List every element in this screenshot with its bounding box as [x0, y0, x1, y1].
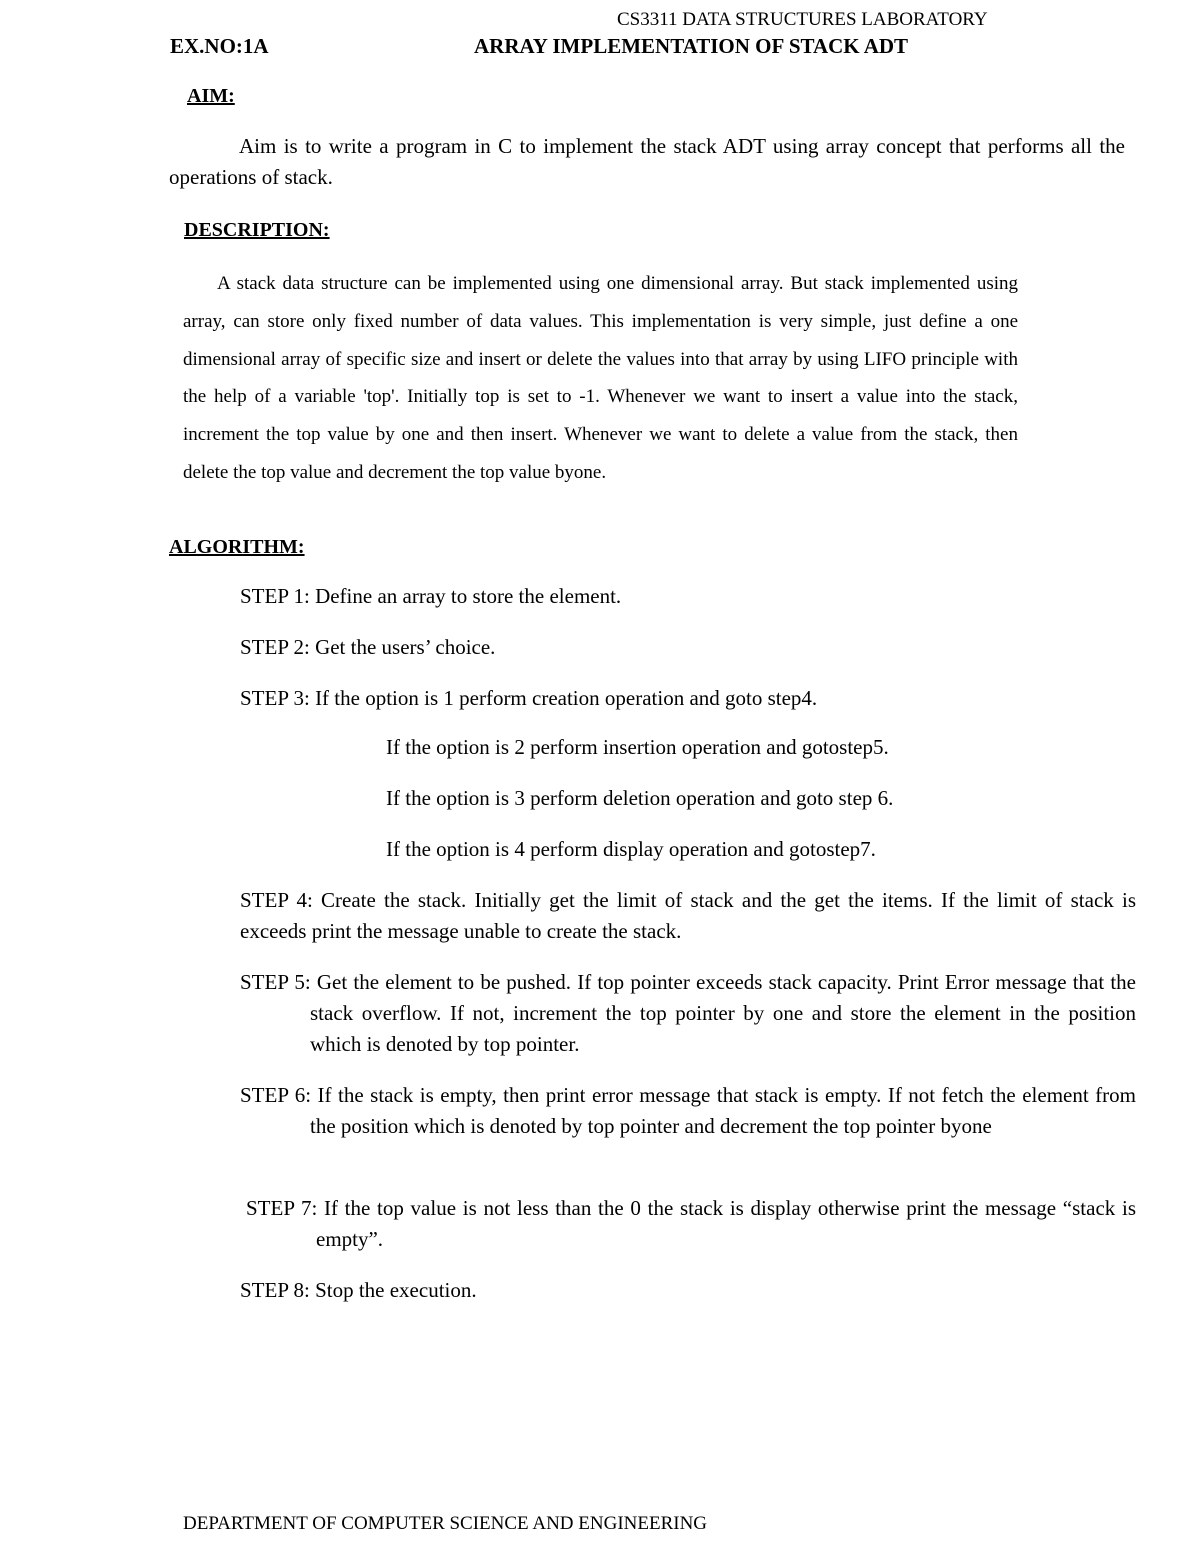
algorithm-step-3: STEP 3: If the option is 1 perform creation operation and goto step4.: [240, 686, 818, 710]
lab-name-header: CS3311 DATA STRUCTURES LABORATORY: [617, 9, 988, 30]
algorithm-step-2: STEP 2: Get the users’ choice.: [240, 635, 496, 659]
algorithm-step-7: STEP 7: If the top value is not less than the 0 the stack is display otherwise print the message “stack is empty”.: [246, 1196, 1136, 1251]
description-heading: DESCRIPTION:: [184, 219, 330, 241]
algorithm-step-5: STEP 5: Get the element to be pushed. If top pointer exceeds stack capacity. Print Error message that the stack overflow. If not, increment the top pointer by one and store the element in the position which is denoted by top pointer.: [240, 970, 1136, 1056]
department-footer: DEPARTMENT OF COMPUTER SCIENCE AND ENGINEERING: [183, 1513, 708, 1534]
description-text: A stack data structure can be implemented using one dimensional array. But stack implemented using array, can store only fixed number of data values. This implementation is very simple, just define a one dimensional array of specific size and insert or delete the values into that array by using LIFO principle with the help of a variable 'top'. Initially top is set to -1. Whenever we want to insert a value into the stack, increment the top value by one and then insert. Whenever we want to delete a value from the stack, then delete the top value and decrement the top value byone.: [183, 273, 1018, 483]
exercise-number: EX.NO:1A: [170, 34, 269, 58]
aim-heading: AIM:: [187, 85, 235, 107]
algorithm-step-6: STEP 6: If the stack is empty, then print error message that stack is empty. If not fetch the element from the position which is denoted by top pointer and decrement the top pointer byone: [240, 1083, 1136, 1138]
algorithm-step-3-option-3: If the option is 3 perform deletion operation and goto step 6.: [386, 786, 894, 810]
algorithm-step-3-option-4: If the option is 4 perform display operation and gotostep7.: [386, 837, 876, 861]
aim-paragraph: [169, 131, 1125, 193]
description-paragraph: [183, 265, 1018, 492]
algorithm-heading: ALGORITHM:: [169, 536, 305, 558]
algorithm-step-1: STEP 1: Define an array to store the element.: [240, 584, 622, 608]
algorithm-step-4: STEP 4: Create the stack. Initially get the limit of stack and the get the items. If the limit of stack is exceeds print the message unable to create the stack.: [240, 888, 1136, 943]
page-title: ARRAY IMPLEMENTATION OF STACK ADT: [474, 34, 909, 58]
aim-text: Aim is to write a program in C to implement the stack ADT using array concept that performs all the operations of stack.: [169, 134, 1125, 189]
algorithm-step-8: STEP 8: Stop the execution.: [240, 1278, 477, 1302]
algorithm-step-3-option-2: If the option is 2 perform insertion operation and gotostep5.: [386, 735, 889, 759]
